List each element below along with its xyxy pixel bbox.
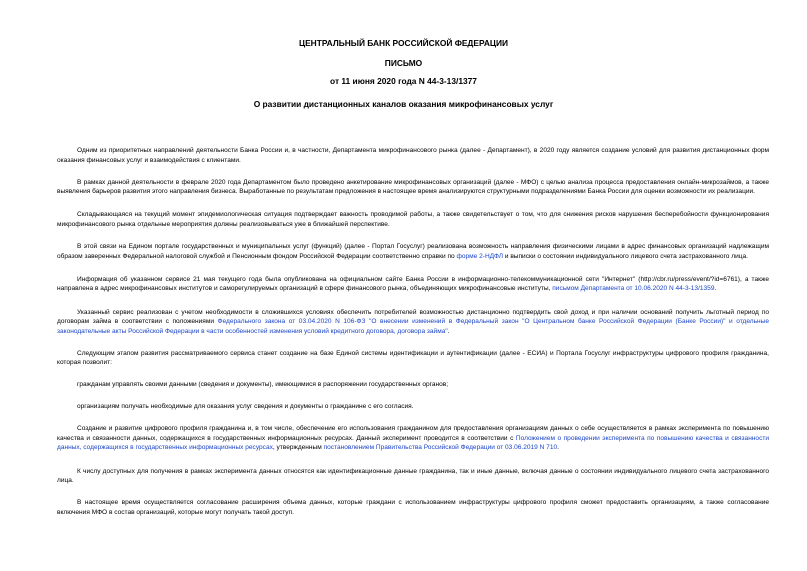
document-date-number: от 11 июня 2020 года N 44-3-13/1377 [330,76,477,86]
list-item-organizations: организациям получать необходимые для оказания услуг сведения и документы о гражданине с его согласия. [77,403,414,411]
government-decree-link[interactable]: постановлением Правительства Российской Федерации от 03.06.2019 N 710 [323,444,558,452]
experiment-regulation-link[interactable]: Положением о проведении эксперимента по повышению качества и связанности данных, содержащихся в государственных информационных ресурсах [57,434,769,452]
paragraph-2: В рамках данной деятельности в феврале 2020 года Департаментом было проведено анкетирование микрофинансовых организаций (далее - МФО) с целью анализа процесса предоставления онлайн-микрозаймов, а также выявления барьеров развития этого направления бизнеса. Выработанные по результатам предложения в настоящее время анализируются структурными подразделениями Банка России для оценки возможности их реализации. [57,178,769,196]
paragraph-4-text-b: и выписки о состоянии индивидуального лицевого счета застрахованного лица. [503,252,748,260]
paragraph-4-text-a: В этой связи на Едином портале государственных и муниципальных услуг (функций) (далее - Портал Госуслуг) реализована возможность направления физическими лицами в адрес финансовых организаций надлежащим образом заверенных Федеральной налоговой службой и Пенсионным фондом Российской Федерации соответственно справки по [57,242,769,260]
federal-law-106-link[interactable]: Федерального закона от 03.04.2020 N 106-ФЗ "О внесении изменений в Федеральный закон "О Центральном банке Российской Федерации (Банке России)" и отдельные законодательные акты Российской Федерации в части особенностей изменения условий кредитного договора, договора займа" [57,318,769,335]
paragraph-6-text-a: Указанный сервис реализован с учетом необходимости в сложившихся условиях обеспечить потребителей возможностью дистанционно подтвердить свой доход и при наличии оснований получить льготный период по договорам займа в соответствии с положениями [57,308,769,326]
document-body [57,146,769,530]
paragraph-5-text-b: . [714,285,717,293]
paragraph-5 [57,275,769,294]
document-type: ПИСЬМО [384,58,423,68]
document-subject: О развитии дистанционных каналов оказания микрофинансовых услуг [253,99,554,109]
paragraph-12: В настоящее время осуществляется согласование расширения объема данных, которые граждани с использованием инфраструктуры цифрового профиля сможет предоставить организациям, а также согласование включения МФО в состав организаций, которые могут получать такой доступ. [57,499,769,516]
paragraph-6-text-b: . [447,327,450,335]
department-letter-link[interactable]: письмом Департамента от 10.06.2020 N 44-3-13/1359 [552,285,715,293]
paragraph-4 [57,242,769,261]
list-item-citizens: гражданам управлять своими данными (сведения и документы), имеющимися в распоряжении государственных органов; [77,381,449,389]
paragraph-6 [57,308,769,337]
paragraph-7: Следующим этапом развития рассматриваемого сервиса станет создание на базе Единой системы идентификации и аутентификации (далее - ЕСИА) и Портала Госуслуг инфраструктуры цифрового профиля гражданина, которая позволит: [57,349,769,367]
issuer-title: ЦЕНТРАЛЬНЫЙ БАНК РОССИЙСКОЙ ФЕДЕРАЦИИ [298,38,509,48]
paragraph-11: К числу доступных для получения в рамках эксперимента данных относятся как идентификационные данные гражданина, так и иные данные, включая данные о состоянии индивидуального лицевого счета застрахованного лица. [57,467,769,485]
form-2ndfl-link[interactable]: форме 2-НДФЛ [456,252,504,260]
paragraph-10 [57,424,769,453]
paragraph-5-text-a: Информация об указанном сервисе 21 мая текущего года была опубликована на официальном сайте Банка России в информационно-телекоммуникационной сети "Интернет" (http://cbr.ru/press/event/?id=6761), а также направлена в адрес микрофинансовых институтов и саморегулируемых организаций в сфере финансового рынка, объединяющих микрофинансовые институты, [57,275,769,293]
paragraph-10-text-a: Создание и развитие цифрового профиля гражданина и, в том числе, обеспечение его использования гражданином для предоставления организациям данных о себе осуществляется в рамках эксперимента по повышению качества и связанности данных, содержащихся в государственных информационных ресурсах. Данный эксперимент проводится в соответствии с [57,425,769,442]
paragraph-10-text-b: , утвержденным [272,444,324,452]
paragraph-10-text-c: . [557,444,559,452]
paragraph-1: Одним из приоритетных направлений деятельности Банка России и, в частности, Департамента микрофинансового рынка (далее - Департамент), в 2020 году является создание условий для развития дистанционных форм оказания финансовых услуг и взаимодействия с клиентами. [57,147,769,164]
paragraph-3: Складывающаяся на текущий момент эпидемиологическая ситуация подтверждает важность проводимой работы, а также свидетельствует о том, что для снижения рисков нарушения бесперебойности функционирования микрофинансового рынка отдельные мероприятия должны реализовываться уже в ближайшей перспективе. [57,211,769,228]
